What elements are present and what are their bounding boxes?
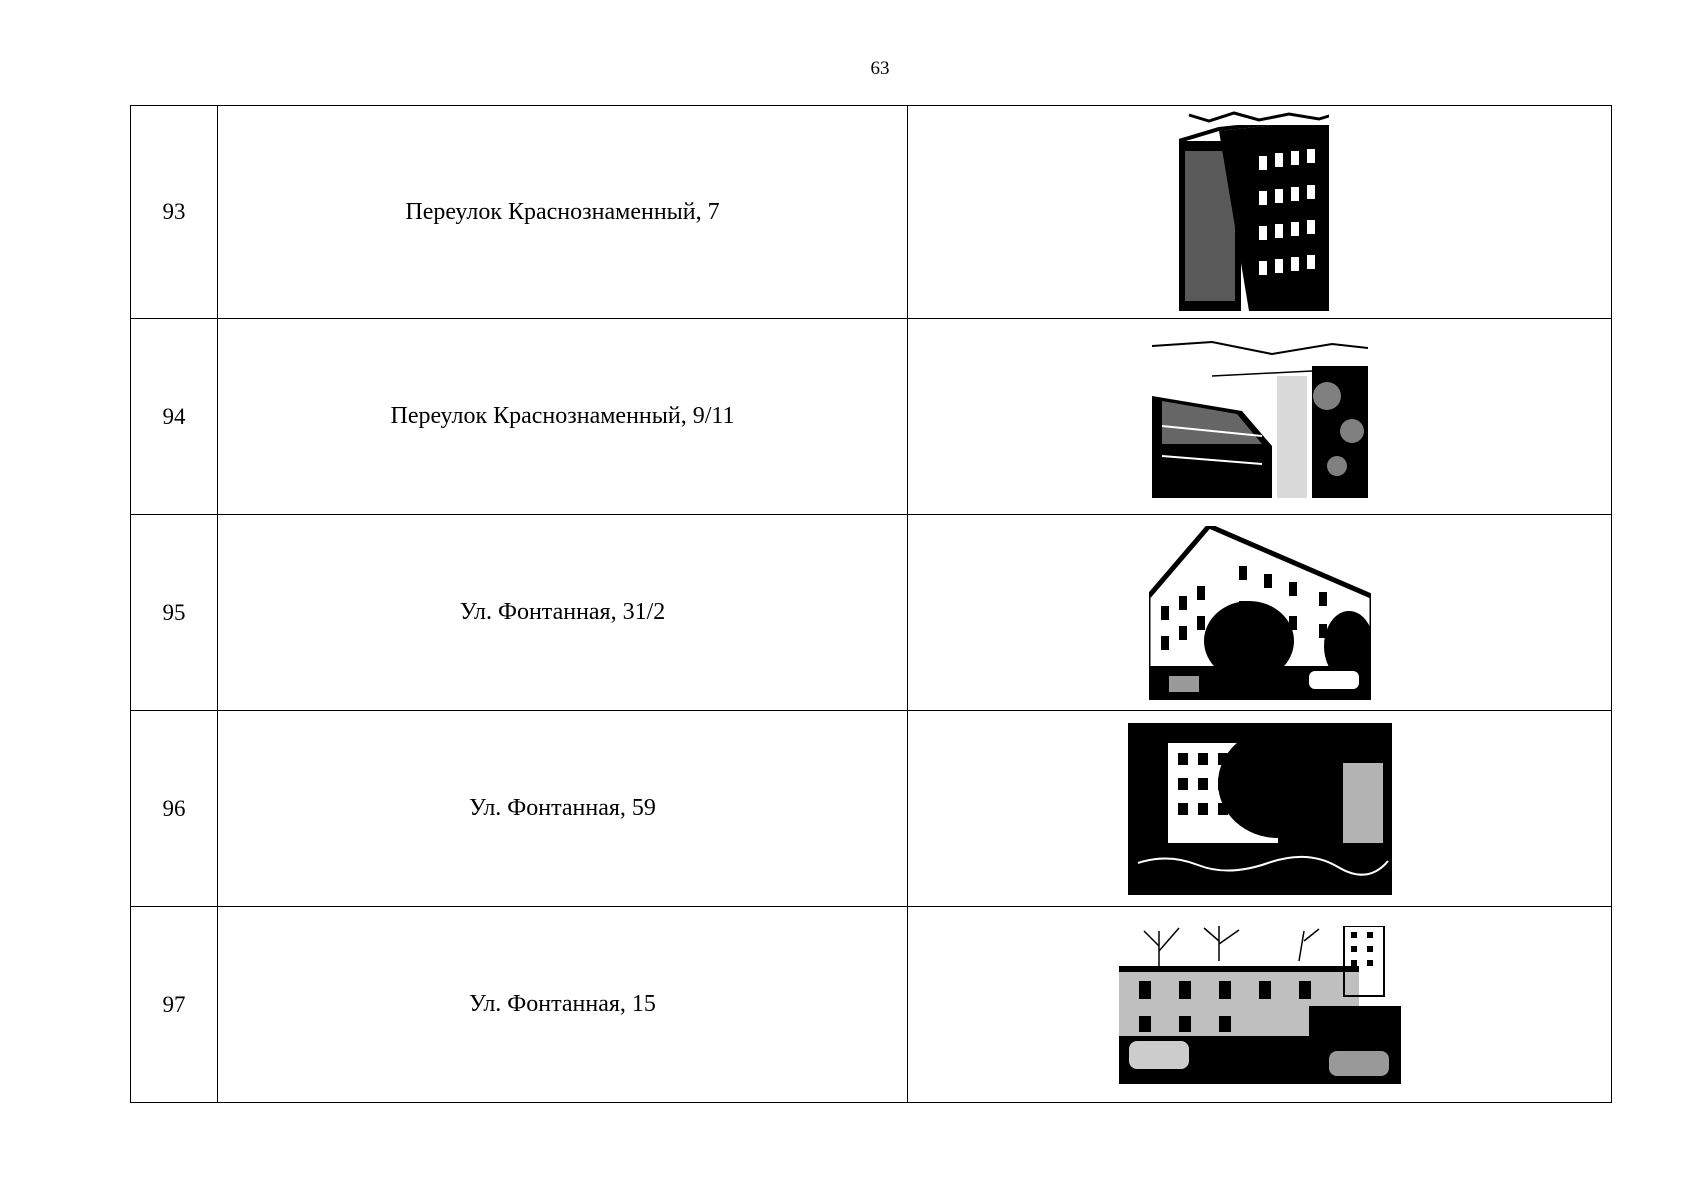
building-registry-table <box>130 105 1612 1103</box>
address-cell: Ул. Фонтанная, 31/2 <box>218 515 908 711</box>
table-row <box>131 907 1612 1103</box>
page-number: 63 <box>870 58 890 79</box>
photo-cell <box>908 515 1612 711</box>
row-number: 97 <box>131 907 218 1103</box>
building-photo <box>1152 336 1368 498</box>
address-cell: Ул. Фонтанная, 15 <box>218 907 908 1103</box>
address-cell: Переулок Краснознаменный, 9/11 <box>218 319 908 515</box>
table-row <box>131 515 1612 711</box>
row-number: 93 <box>131 106 218 319</box>
building-photo <box>1128 723 1392 895</box>
table-row <box>131 319 1612 515</box>
photo-cell <box>908 319 1612 515</box>
photo-cell <box>908 907 1612 1103</box>
building-photo <box>1179 111 1341 314</box>
table-row <box>131 106 1612 319</box>
address-cell: Переулок Краснознаменный, 7 <box>218 106 908 319</box>
table-row <box>131 711 1612 907</box>
photo-cell <box>908 711 1612 907</box>
address-cell: Ул. Фонтанная, 59 <box>218 711 908 907</box>
building-photo <box>1149 526 1371 700</box>
building-photo <box>1119 926 1401 1084</box>
row-number: 95 <box>131 515 218 711</box>
row-number: 94 <box>131 319 218 515</box>
row-number: 96 <box>131 711 218 907</box>
photo-cell <box>908 106 1612 319</box>
